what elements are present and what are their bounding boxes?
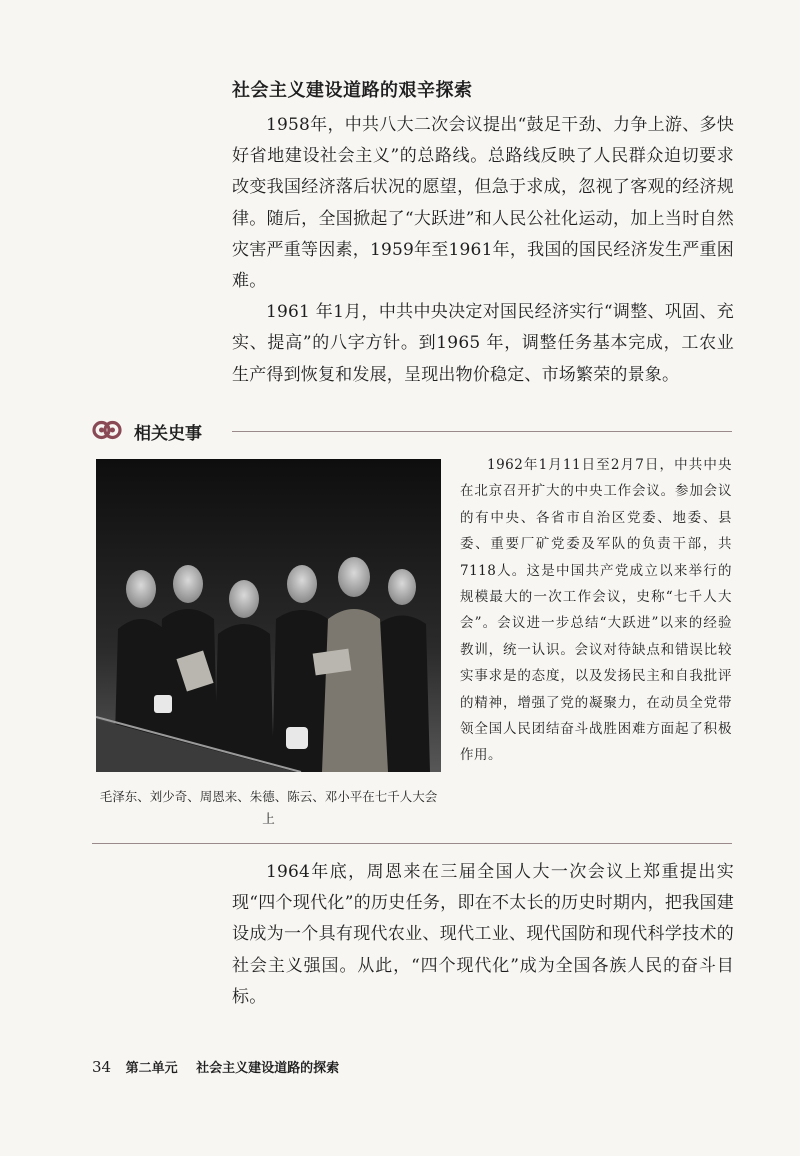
closing-text — [232, 857, 734, 1013]
related-history-header — [92, 415, 732, 445]
section-divider — [232, 431, 732, 432]
related-history-paragraph: 1962年1月11日至2月7日，中共中央在北京召开扩大的中央工作会议。参加会议的有中央、各省市自治区党委、地委、县委、重要厂矿党委及军队的负责干部，共7118人。这是中国共产党成立以来举行的规模最大的一次工作会议，史称“七千人大会”。会议进一步总结“大跃进”以来的经验教训，统一认识。会议对待缺点和错误比较实事求是的态度，以及发扬民主和自我批评的精神，增强了党的凝聚力，在动员全党带领全国人民团结奋斗战胜困难方面起了积极作用。 — [460, 457, 732, 764]
historical-photo — [96, 459, 441, 772]
related-history-label: 相关史事 — [134, 424, 202, 444]
section-divider-bottom — [92, 843, 732, 844]
unit-title: 社会主义建设道路的探索 — [196, 1061, 340, 1076]
closing-paragraph: 1964年底，周恩来在三届全国人大一次会议上郑重提出实现“四个现代化”的历史任务，即在不太长的历史时期内，把我国建设成为一个具有现代农业、现代工业、现代国防和现代科学技术的社会主义强国。从此，“四个现代化”成为全国各族人民的奋斗目标。 — [232, 862, 734, 1007]
page-footer — [92, 1057, 339, 1076]
related-history-text — [460, 452, 732, 769]
photo-caption: 毛泽东、刘少奇、周恩来、朱德、陈云、邓小平在七千人大会上 — [99, 789, 438, 826]
intro-paragraph: 1961 年1月，中共中央决定对国民经济实行“调整、巩固、充实、提高”的八字方针。到1965 年，调整任务基本完成，工农业生产得到恢复和发展，呈现出物价稳定、市场繁荣的景象。 — [232, 302, 734, 385]
related-history-icon — [92, 415, 122, 445]
unit-label: 第二单元 — [125, 1061, 178, 1076]
intro-text — [232, 110, 734, 391]
intro-paragraph: 1958年，中共八大二次会议提出“鼓足干劲、力争上游、多快好省地建设社会主义”的总路线。总路线反映了人民群众迫切要求改变我国经济落后状况的愿望，但急于求成，忽视了客观的经济规律。随后，全国掀起了“大跃进”和人民公社化运动，加上当时自然灾害严重等因素，1959年至1961年，我国的国民经济发生严重困难。 — [232, 115, 734, 292]
page-number: 34 — [92, 1058, 112, 1076]
section-title: 社会主义建设道路的艰辛探索 — [232, 80, 473, 101]
